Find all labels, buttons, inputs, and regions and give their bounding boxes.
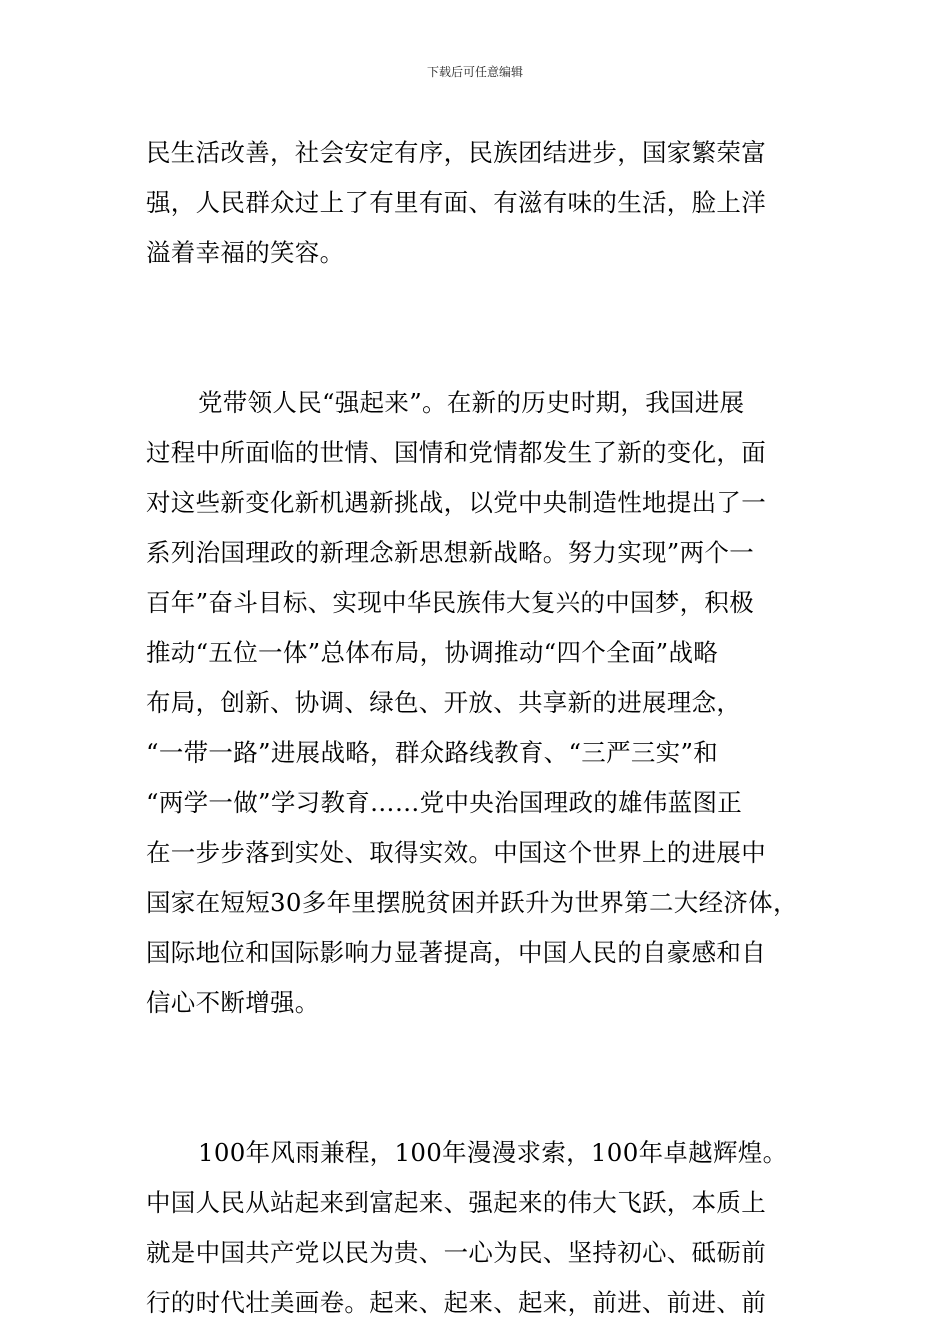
text-line: 系列治国理政的新理念新思想新战略。努力实现”两个一 xyxy=(146,538,755,567)
text-line: 中国人民从站起来到富起来、强起来的伟大飞跃，本质上 xyxy=(146,1188,766,1217)
text-line: 推动“五位一体”总体布局，协调推动“四个全面”战略 xyxy=(146,638,719,667)
text-line: “一带一路”进展战略，群众路线教育、“三严三实”和 xyxy=(146,738,719,767)
text-line: 党带领人民“强起来”。在新的历史时期，我国进展 xyxy=(198,388,745,417)
text-line: 百年”奋斗目标、实现中华民族伟大复兴的中国梦，积极 xyxy=(146,588,755,617)
page-header: 下载后可任意编辑 xyxy=(426,65,523,79)
text-line: 在一步步落到实处、取得实效。中国这个世界上的进展中 xyxy=(146,838,766,867)
paragraph-spacer xyxy=(146,328,810,378)
paragraph-1 xyxy=(146,128,810,278)
paragraph-spacer xyxy=(146,1078,810,1128)
text-line: 100年风雨兼程，100年漫漫求索，100年卓越辉煌。 xyxy=(198,1138,788,1167)
document-body xyxy=(146,128,810,1328)
text-line: 民生活改善，社会安定有序，民族团结进步，国家繁荣富 xyxy=(146,138,766,167)
paragraph-2 xyxy=(146,378,810,1028)
paragraph-3 xyxy=(146,1128,810,1328)
text-line: “两学一做”学习教育……党中央治国理政的雄伟蓝图正 xyxy=(146,788,743,817)
paragraph-spacer xyxy=(146,278,810,328)
text-line: 行的时代壮美画卷。起来、起来、起来，前进、前进、前 xyxy=(146,1288,766,1317)
text-line: 对这些新变化新机遇新挑战，以党中央制造性地提出了一 xyxy=(146,488,766,517)
text-line: 国家在短短30多年里摆脱贫困并跃升为世界第二大经济体， xyxy=(146,888,798,917)
text-line: 国际地位和国际影响力显著提高，中国人民的自豪感和自 xyxy=(146,938,766,967)
text-line: 就是中国共产党以民为贵、一心为民、坚持初心、砥砺前 xyxy=(146,1238,766,1267)
text-line: 布局，创新、协调、绿色、开放、共享新的进展理念， xyxy=(146,688,742,717)
text-line: 过程中所面临的世情、国情和党情都发生了新的变化，面 xyxy=(146,438,766,467)
paragraph-spacer xyxy=(146,1028,810,1078)
text-line: 信心不断增强。 xyxy=(146,988,320,1017)
text-line: 溢着幸福的笑容。 xyxy=(146,238,345,267)
text-line: 强，人民群众过上了有里有面、有滋有味的生活，脸上洋 xyxy=(146,188,766,217)
